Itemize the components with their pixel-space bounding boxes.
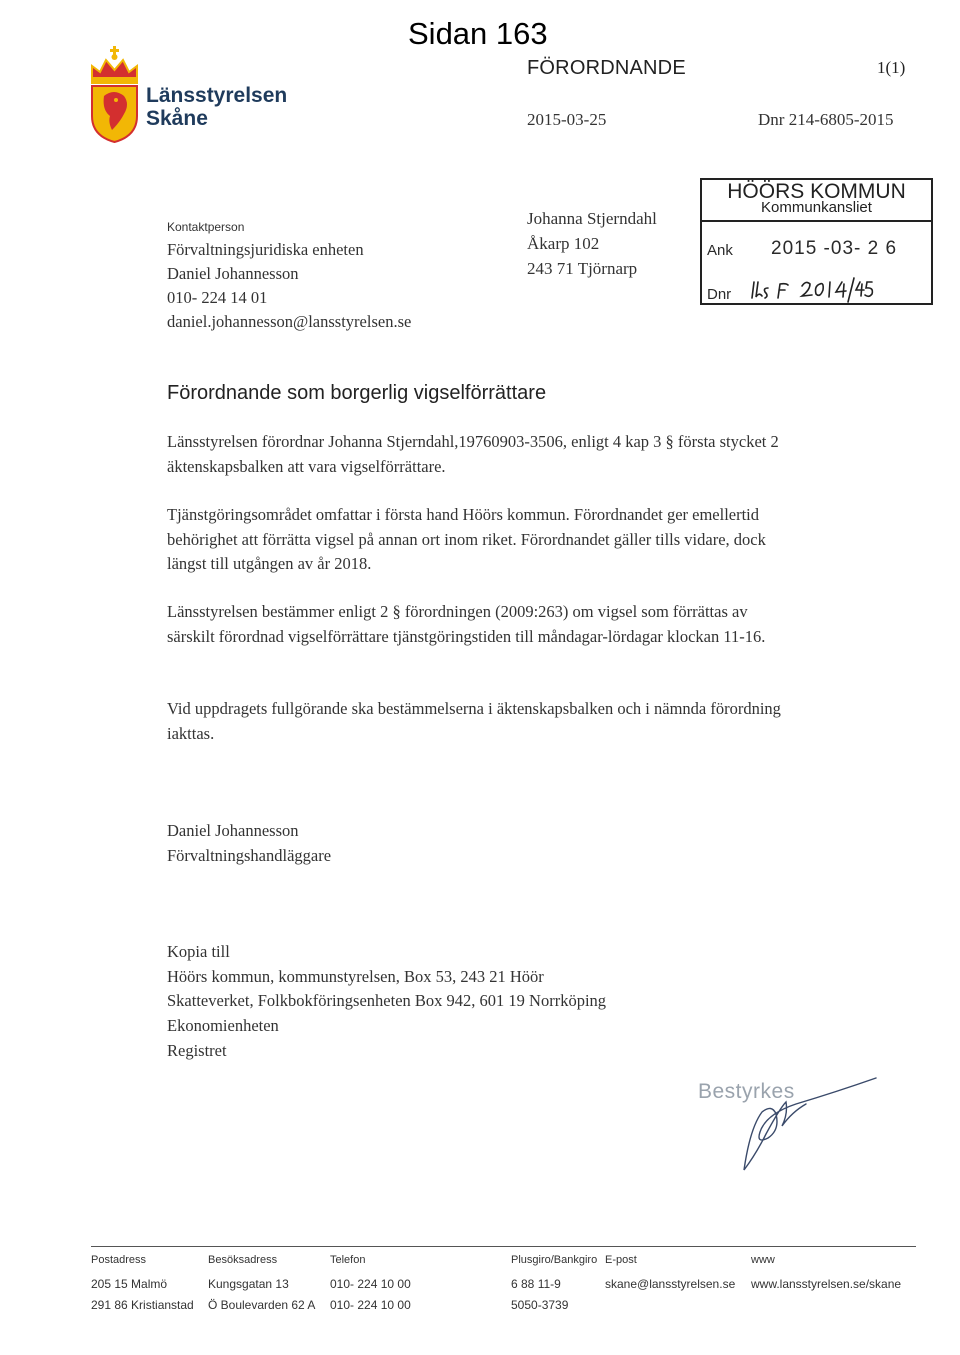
county-crest-logo: [86, 44, 144, 144]
signer-name: Daniel Johannesson: [167, 821, 299, 840]
footer-phone: [330, 1253, 411, 1317]
footer-email: [605, 1253, 735, 1296]
copies-label: Kopia till: [167, 942, 230, 961]
footer-value: 010- 224 10 00: [330, 1277, 411, 1291]
footer-value: Ö Boulevarden 62 A: [208, 1298, 316, 1312]
copy-recipient: Höörs kommun, kommunstyrelsen, Box 53, 243 21 Höör: [167, 966, 544, 986]
organization-name-line1: Länsstyrelsen: [146, 84, 288, 107]
copy-recipient: Ekonomienheten: [167, 1016, 279, 1036]
page-count: 1(1): [877, 58, 906, 77]
footer-header: E-post: [605, 1254, 637, 1266]
body-paragraph-compliance: Vid uppdragets fullgörande ska bestämmelserna i äktenskapsbalken och i nämnda förordning iakttas.: [167, 699, 781, 743]
document-date: 2015-03-25: [527, 110, 607, 129]
contact-name: Daniel Johannesson: [167, 264, 299, 283]
footer-value: Kungsgatan 13: [208, 1277, 289, 1291]
footer-divider: [91, 1246, 916, 1247]
recipient-address: [527, 206, 657, 281]
body-paragraph-jurisdiction: Tjänstgöringsområdet omfattar i första hand Höörs kommun. Förordnandet ger emellertid behörighet att förrätta vigsel på annan ort inom riket. Förordnandet gäller tills vidare, dock längst till utgången av år 2018.: [167, 505, 766, 573]
copy-recipient: Skatteverket, Folkbokföringsenheten Box 942, 601 19 Norrköping: [167, 991, 607, 1011]
verification-signature: [726, 1074, 880, 1178]
footer-header: www: [751, 1254, 775, 1266]
stamp-dnr-handwriting: [750, 270, 880, 304]
footer-postal-address: [91, 1253, 194, 1317]
verified-stamp: Bestyrkes: [698, 1080, 795, 1103]
stamp-subtitle: Kommunkansliet: [761, 199, 872, 216]
footer-website: [751, 1253, 901, 1296]
copies-block: [167, 940, 606, 1064]
contact-department: Förvaltningsjuridiska enheten: [167, 240, 364, 259]
contact-email: daniel.johannesson@lansstyrelsen.se: [167, 312, 412, 331]
recipient-street: Åkarp 102: [527, 234, 600, 253]
body-paragraph-appointment: Länsstyrelsen förordnar Johanna Stjerndahl,19760903-3506, enligt 4 kap 3 § första stycket 2 äktenskapsbalken att vara vigselförrättare.: [167, 432, 779, 476]
footer-value: 010- 224 10 00: [330, 1298, 411, 1312]
signer-block: [167, 818, 331, 868]
organization-name: [146, 84, 287, 130]
footer-header: Plusgiro/Bankgiro: [511, 1254, 598, 1266]
document-dnr: Dnr 214-6805-2015: [758, 110, 894, 129]
document-type: FÖRORDNANDE: [527, 57, 686, 79]
stamp-ank-label: Ank: [707, 242, 733, 259]
contact-block: [167, 216, 411, 334]
footer-website-link[interactable]: www.lansstyrelsen.se/skane: [751, 1277, 902, 1291]
footer-value: 5050-3739: [511, 1298, 569, 1312]
footer-visiting-address: [208, 1253, 315, 1317]
document-heading: Förordnande som borgerlig vigselförrättare: [167, 382, 547, 404]
footer-giro: [511, 1253, 597, 1317]
stamp-title: HÖÖRS KOMMUN: [727, 180, 906, 203]
contact-label: Kontaktperson: [167, 220, 245, 234]
stamp-divider: [702, 220, 931, 222]
footer-email-link[interactable]: skane@lansstyrelsen.se: [605, 1277, 736, 1291]
contact-phone: 010- 224 14 01: [167, 288, 268, 307]
page-title: Sidan 163: [408, 16, 548, 51]
footer-header: Besöksadress: [208, 1254, 278, 1266]
footer-value: 205 15 Malmö: [91, 1277, 168, 1291]
footer-value: 6 88 11-9: [511, 1277, 561, 1291]
stamp-ank-date: 2015 -03- 2 6: [771, 238, 898, 259]
body-paragraph-service-hours: Länsstyrelsen bestämmer enligt 2 § förordningen (2009:263) om vigsel som förrättas av särskilt förordnad vigselförrättare tjänstgöringstiden till måndagar-lördagar klockan 11-16.: [167, 602, 766, 646]
copy-recipient: Registret: [167, 1040, 227, 1060]
stamp-dnr-label: Dnr: [707, 286, 732, 303]
received-stamp: [700, 178, 933, 305]
footer-header: Postadress: [91, 1254, 147, 1266]
footer-value: 291 86 Kristianstad: [91, 1298, 194, 1312]
organization-name-line2: Skåne: [146, 107, 208, 130]
recipient-name: Johanna Stjerndahl: [527, 209, 657, 228]
footer-header: Telefon: [330, 1254, 366, 1266]
recipient-postal: 243 71 Tjörnarp: [527, 259, 638, 278]
signer-title: Förvaltningshandläggare: [167, 846, 332, 865]
